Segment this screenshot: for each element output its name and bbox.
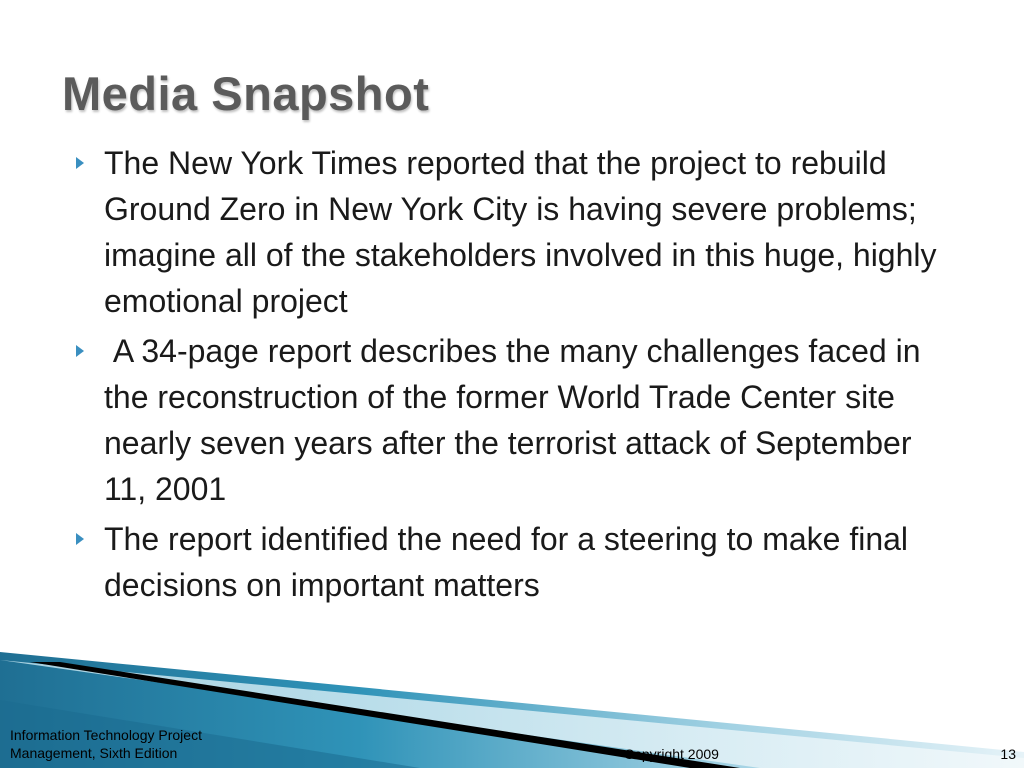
- bullet-text: The New York Times reported that the project to rebuild Ground Zero in New York City is having severe problems; imagine all of the stakeholders involved in this huge, highly emotional project: [104, 145, 937, 319]
- triangle-right-icon: [76, 533, 84, 545]
- slide-title: Media Snapshot: [62, 67, 430, 120]
- footer-copyright: Copyright 2009: [624, 746, 719, 762]
- bullet-item: [70, 516, 950, 608]
- slide-number: 13: [1000, 746, 1016, 762]
- footer-book-line2: Management, Sixth Edition: [10, 745, 178, 761]
- bullet-text: A 34-page report describes the many challenges faced in the reconstruction of the former World Trade Center site nearly seven years after the terrorist attack of September 11, 2001: [104, 333, 930, 507]
- triangle-right-icon: [76, 345, 84, 357]
- triangle-right-icon: [76, 157, 84, 169]
- footer-book-title: [10, 726, 270, 762]
- bullet-text: The report identified the need for a steering to make final decisions on important matters: [104, 521, 909, 603]
- bullet-item: [70, 140, 950, 324]
- bullet-item: [70, 328, 950, 512]
- bullet-list: [70, 140, 950, 612]
- footer-book-line1: Information Technology Project: [10, 727, 202, 743]
